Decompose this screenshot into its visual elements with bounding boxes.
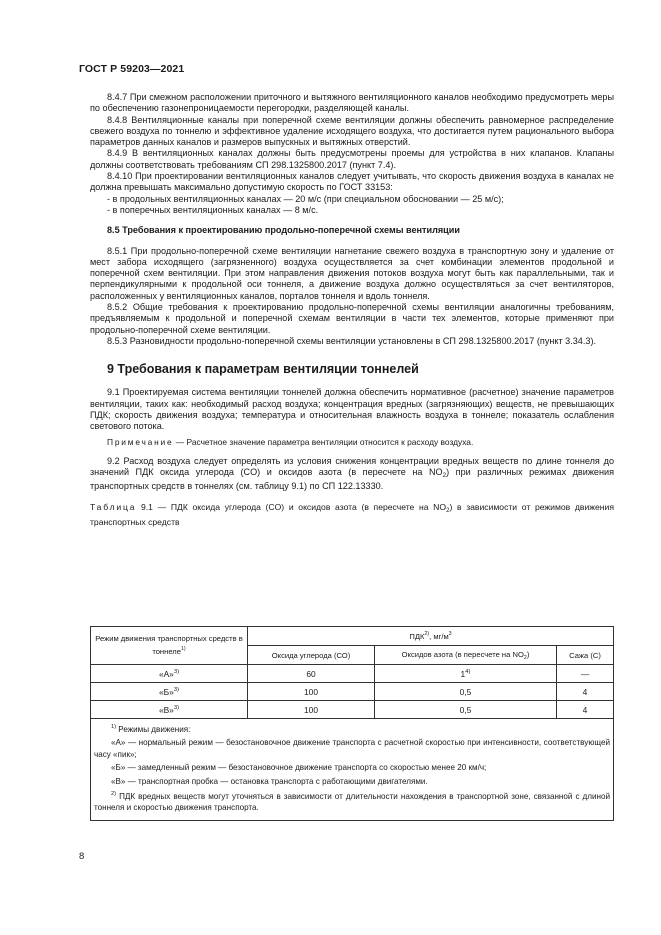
paragraph-8-5-3: 8.5.3 Разновидности продольно-поперечной схемы вентиляции установлены в СП 298.1325800.2017 (пункт 3.34.3).: [107, 335, 596, 346]
cell-no-footnote: 4): [465, 668, 471, 675]
header-pdk-footnote: 2): [424, 631, 430, 637]
header-pdk-unit-sup: 3: [448, 631, 452, 637]
section-heading-8-5: 8.5 Требования к проектированию продольно-поперечной схемы вентиляции: [107, 225, 460, 236]
table-caption-subscript: 2: [446, 507, 450, 514]
table-footnotes: [91, 719, 614, 821]
header-pdk-label: ПДК: [409, 632, 425, 641]
paragraph-8-5-1: 8.5.1 При продольно-поперечной схеме вентиляции нагнетание свежего воздуха в транспортную зону и удаление от мест забора исходящего (загрязненного) воздуха осуществляется за счет комбинации элементов продольной и поперечной схем вентиляции. При этом направления движения потоков воздуха могут быть как параллельными, так и перпендикулярными к продольной оси тоннеля, а движение воздуха должно осуществляться за счет вентиляторов, расположенных у вентиляционных каналов, порталов тоннеля и вдоль тоннеля.: [90, 245, 614, 301]
header-co: Оксида углерода (СО): [248, 646, 375, 665]
cell-soot: 4: [557, 683, 614, 701]
paragraph-9-2-subscript: 2: [442, 472, 447, 480]
cell-soot: —: [557, 665, 614, 683]
paragraph-9-2-part-b: ) при различных режимах движения транспортных средств в тоннелях (см. таблицу 9.1) по СП 122.13330.: [90, 467, 615, 492]
section-heading-9: 9 Требования к параметрам вентиляции тоннелей: [107, 362, 419, 377]
footnote-mode-b: «Б» — замедленный режим — безостановочное движение транспорта со скоростью менее 20 км/ч;: [111, 763, 487, 773]
cell-mode-footnote: 3): [173, 686, 180, 693]
paragraph-8-4-9: 8.4.9 В вентиляционных каналах должны быть предусмотрены проемы для устройства в них клапанов. Клапаны должны соответствовать требованиям СП 298.1325800.2017 (пункт 7.4).: [90, 148, 614, 170]
cell-mode-text: «А»: [158, 668, 174, 679]
cell-no-text: 1: [460, 668, 466, 679]
table-row: [91, 701, 614, 719]
cell-mode: [91, 665, 248, 683]
header-no-part-b: ): [526, 649, 530, 659]
cell-co: 100: [248, 701, 375, 719]
table-row: [91, 683, 614, 701]
footnote-1: [94, 722, 610, 735]
note-label: Примечание: [107, 437, 174, 448]
footnote-2-text: ПДК вредных веществ могут уточняться в зависимости от длительности нахождения в транспортной зоне, связанной с длиной тоннеля и скоростью движения транспорта.: [94, 792, 610, 813]
header-soot: Сажа (С): [557, 646, 614, 665]
cell-mode-text: «В»: [158, 704, 174, 715]
table-caption: [90, 502, 614, 528]
note-text: — Расчетное значение параметра вентиляции относится к расходу воздуха.: [173, 437, 474, 448]
header-no-subscript: 2: [523, 654, 527, 661]
paragraph-9-1: 9.1 Проектируемая система вентиляции тоннелей должна обеспечить нормативное (расчетное) значение параметров вентиляции, таких как: необходимый расход воздуха; концентрация вредных (загрязняющих) веществ, не превышающих ПДК; скорость движения воздуха; температура и относительная влажность воздуха в тоннеле; показатель ослабления светового потока.: [90, 387, 614, 432]
footnote-1-marker: 1): [111, 724, 117, 730]
header-pdk: [248, 627, 614, 646]
cell-co: 100: [248, 683, 375, 701]
cell-soot: 4: [557, 701, 614, 719]
cell-mode-footnote: 3): [173, 704, 180, 711]
footnote-1-text: Режимы движения:: [116, 725, 191, 734]
paragraph-9-2-part-a: 9.2 Расход воздуха следует определять из условия снижения концентрации вредных веществ по длине тоннеля до значений ПДК оксида углерода (CO) и оксидов азота (в пересчете на NO: [90, 455, 614, 478]
header-mode-footnote: 1): [180, 646, 186, 652]
cell-mode: [91, 683, 248, 701]
document-body: [90, 92, 614, 528]
note: [90, 437, 614, 448]
table-caption-label: Таблица: [90, 501, 137, 512]
paragraph-9-2: [90, 456, 614, 493]
cell-mode-footnote: 3): [173, 668, 180, 675]
table-caption-part-b: ) в зависимости от режимов движения транспортных средств: [90, 501, 614, 527]
footnote-2: [94, 789, 610, 814]
cell-co: 60: [248, 665, 375, 683]
header-mode: [91, 627, 248, 665]
page-number: 8: [79, 851, 85, 862]
paragraph-8-5-2: 8.5.2 Общие требования к проектированию продольно-поперечной схемы вентиляции аналогичны требованиям, предъявляемым к продольной и поперечной схемам вентиляции в части тех элементов, которые применяют при продольно-поперечной схеме вентиляции.: [90, 302, 614, 335]
footnote-mode-a: «А» — нормальный режим — безостановочное движение транспорта с расчетной скоростью при интенсивности, соответствующей часу «пик»;: [94, 738, 610, 759]
table-row: [91, 665, 614, 683]
header-pdk-unit: , мг/м: [429, 632, 449, 641]
paragraph-8-4-7: 8.4.7 При смежном расположении приточного и вытяжного вентиляционного каналов необходимо предусмотреть меры по обеспечению газонепроницаемости перегородки, разделяющей каналы.: [90, 92, 614, 114]
header-no: [375, 646, 557, 665]
table-caption-part-a: 9.1 — ПДК оксида углерода (CO) и оксидов азота (в пересчете на NO: [136, 501, 447, 512]
pdk-table: [90, 626, 614, 821]
paragraph-8-4-10: 8.4.10 При проектировании вентиляционных каналов следует учитывать, что скорость движения воздуха в каналах не должна превышать максимально допустимую скорость по ГОСТ 33153:: [90, 171, 614, 193]
list-item-transverse: - в поперечных вентиляционных каналах — 8 м/с.: [107, 204, 319, 215]
cell-no: 0,5: [375, 683, 557, 701]
list-item-longitudinal: - в продольных вентиляционных каналах — 20 м/с (при специальном обосновании — 25 м/с);: [107, 193, 504, 204]
cell-no: [375, 665, 557, 683]
standard-header: ГОСТ Р 59203—2021: [79, 63, 185, 75]
cell-no: 0,5: [375, 701, 557, 719]
footnote-2-marker: 2): [111, 791, 117, 798]
cell-mode-text: «Б»: [158, 686, 174, 697]
cell-mode: [91, 701, 248, 719]
header-mode-label: Режим движения транспортных средств в тоннеле: [95, 634, 243, 656]
paragraph-8-4-8: 8.4.8 Вентиляционные каналы при поперечной схеме вентиляции должны обеспечить равномерное распределение свежего воздуха по тоннелю и эффективное удаление исходящего воздуха, что достигается путем рационального выбора параметров данных каналов и размеров выпускных и вытяжных отверстий.: [90, 114, 614, 148]
header-no-part-a: Оксидов азота (в пересчете на NO: [401, 649, 524, 659]
footnote-mode-c: «В» — транспортная пробка — остановка транспорта с работающими двигателями.: [111, 776, 428, 786]
